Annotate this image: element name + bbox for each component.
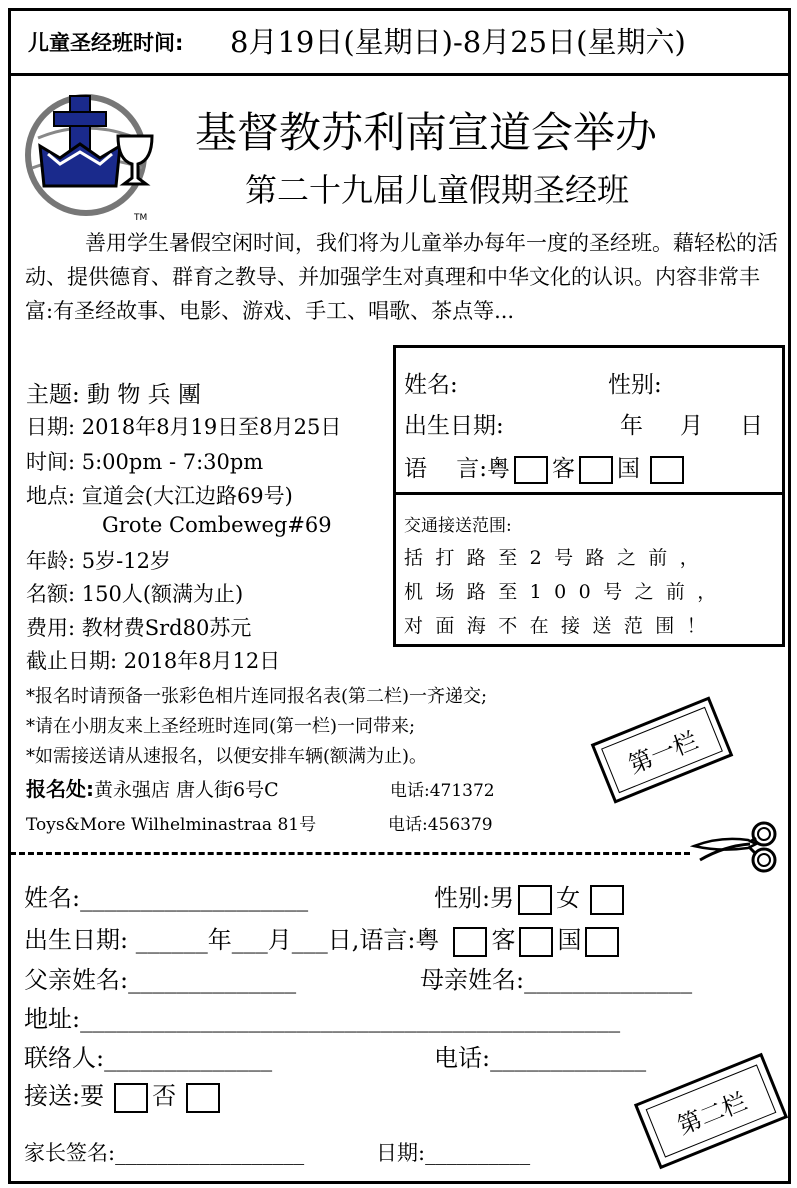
form-signature-field[interactable]: 家长签名:__________________ [24, 1141, 305, 1165]
box1-hakka: 客 [552, 456, 575, 482]
intro-paragraph [25, 226, 785, 328]
form-transport-yes-checkbox[interactable] [114, 1083, 148, 1113]
header-label: 儿童圣经班时间: [28, 31, 184, 55]
box1-mandarin-checkbox[interactable] [650, 456, 684, 484]
form-hakka: 客 [491, 926, 516, 954]
transport-line-2: 机场路至100号之前， [404, 581, 729, 603]
registration-phone-2: 电话:456379 [388, 815, 493, 835]
box1-name-label: 姓名: [404, 372, 458, 398]
form-male-checkbox[interactable] [518, 885, 552, 915]
box1-hakka-checkbox[interactable] [579, 456, 613, 484]
form-transport-no: 否 [152, 1082, 177, 1110]
form-transport-yes: 接送:要 [24, 1082, 105, 1110]
cut-line [10, 852, 690, 855]
transport-range-box [393, 492, 785, 647]
info-quota: 名额: 150人(额满为止) [26, 582, 244, 606]
form-transport-no-checkbox[interactable] [186, 1083, 220, 1113]
slip-two-stamp-label: 第二栏 [646, 1064, 777, 1157]
svg-text:TM: TM [134, 213, 148, 223]
box1-lang-label: 语 言: [404, 456, 487, 482]
info-place: 地点: 宣道会(大江边路69号) [26, 484, 293, 508]
info-date: 日期: 2018年8月19日至8月25日 [26, 415, 342, 439]
church-logo-icon [24, 88, 159, 223]
slip-one-stamp-label: 第一栏 [601, 707, 723, 793]
info-age: 年龄: 5岁-12岁 [26, 549, 171, 573]
form-dob-row [24, 920, 623, 957]
box1-year: 年 [620, 413, 643, 439]
form-gender-female: 女 [556, 884, 581, 912]
box1-day: 日 [740, 413, 763, 439]
form-female-checkbox[interactable] [590, 885, 624, 915]
form-address-field[interactable]: 地址:_____________________________________________ [24, 1005, 621, 1033]
info-place-address: Grote Combeweg#69 [102, 513, 332, 537]
header-divider [8, 73, 791, 76]
box1-language-row [404, 450, 688, 484]
registration-phone-1: 电话:471372 [390, 781, 495, 801]
form-name-field[interactable]: 姓名:___________________ [24, 884, 309, 912]
form-gender-male: 性别:男 [434, 884, 515, 912]
box1-month: 月 [680, 413, 703, 439]
form-cantonese-checkbox[interactable] [453, 927, 487, 957]
form-contact-field[interactable]: 联络人:______________ [24, 1044, 273, 1072]
event-title: 第二十九届儿童假期圣经班 [245, 171, 630, 209]
info-deadline: 截止日期: 2018年8月12日 [26, 649, 281, 673]
form-gender-row [434, 878, 628, 915]
registration-line-1 [26, 773, 279, 802]
box1-dob-label: 出生日期: [404, 413, 504, 439]
registration-place-1: 黄永强店 唐人街6号C [94, 779, 279, 801]
info-time: 时间: 5:00pm - 7:30pm [26, 450, 264, 474]
form-father-field[interactable]: 父亲姓名:______________ [24, 966, 297, 994]
form-mother-field[interactable]: 母亲姓名:______________ [420, 966, 693, 994]
form-dob-field[interactable]: 出生日期: ______年___月___日,语言:粤 [24, 926, 440, 954]
box1-cantonese-checkbox[interactable] [514, 456, 548, 484]
info-fee: 费用: 教材费Srd80苏元 [26, 616, 252, 640]
organizer-title: 基督教苏利南宣道会举办 [195, 108, 658, 157]
form-transport-row [24, 1076, 224, 1113]
header-dates: 8月19日(星期日)-8月25日(星期六) [230, 25, 686, 59]
form-phone-field[interactable]: 电话:_____________ [434, 1044, 647, 1072]
form-sign-date-field[interactable]: 日期:__________ [376, 1141, 531, 1165]
box1-gender-label: 性别: [608, 372, 662, 398]
note-transport: *如需接送请从速报名，以便安排车辆(额满为止)。 [26, 746, 428, 767]
box1-cantonese: 粤 [487, 456, 510, 482]
slip-one-info-box [393, 345, 785, 495]
note-bring-slip: *请在小朋友来上圣经班时连同(第一栏)一同带来; [26, 716, 416, 737]
registration-label: 报名处: [26, 777, 94, 801]
transport-line-3: 对面海不在接送范围！ [404, 615, 719, 637]
info-theme: 主题: 動 物 兵 團 [26, 382, 201, 408]
form-mandarin: 国 [557, 926, 582, 954]
form-hakka-checkbox[interactable] [519, 927, 553, 957]
form-mandarin-checkbox[interactable] [585, 927, 619, 957]
registration-place-2: Toys&More Wilhelminastraa 81号 [26, 815, 317, 835]
note-photo: *报名时请预备一张彩色相片连同报名表(第二栏)一齐递交; [26, 686, 488, 707]
intro-text: 善用学生暑假空闲时间，我们将为儿童举办每年一度的圣经班。藉轻松的活动、提供德育、群育之教导、并加强学生对真理和中华文化的认识。内容非常丰富:有圣经故事、电影、游戏、手工、唱歌、茶点等... [25, 231, 778, 323]
box1-mandarin: 国 [617, 456, 640, 482]
transport-line-1: 括打路至2号路之前， [404, 547, 712, 569]
scissors-icon [690, 816, 782, 878]
transport-title: 交通接送范围: [404, 516, 512, 536]
